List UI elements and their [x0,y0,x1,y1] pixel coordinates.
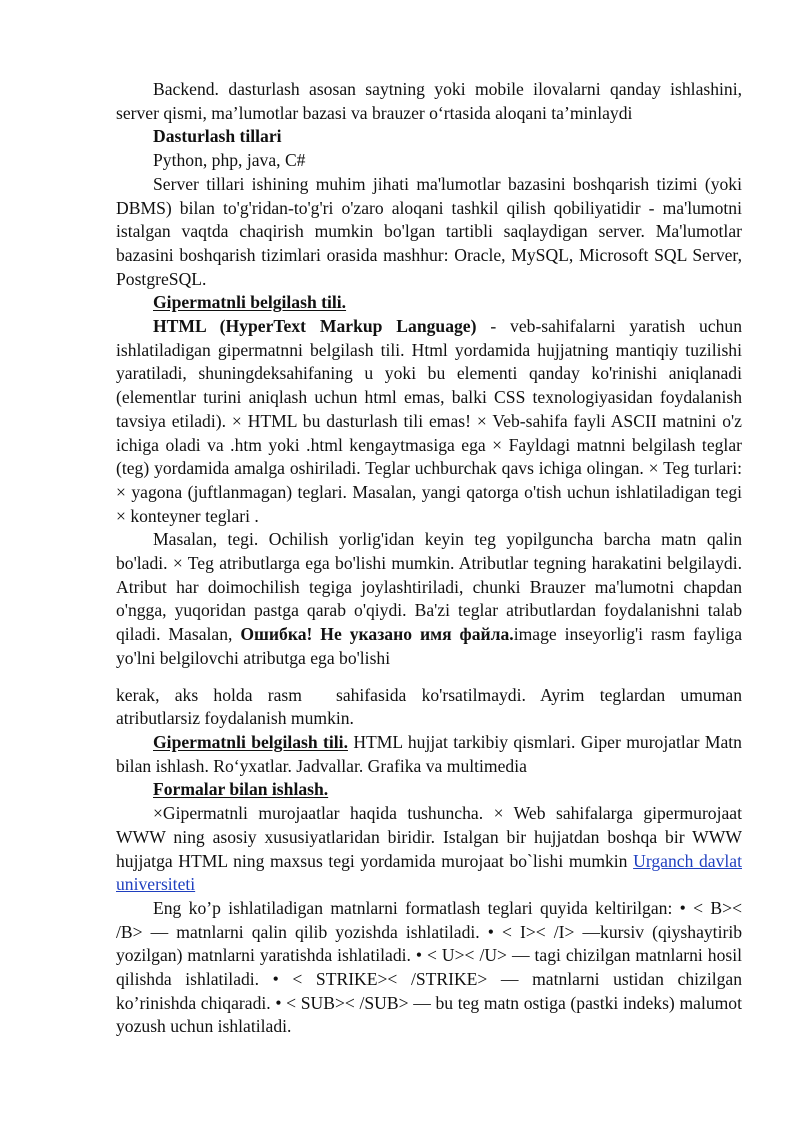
paragraph-formatting-tags: Eng ko’p ishlatiladigan matnlarni formatlash teglari quyida keltirilgan: • < B>< /B> — matnlarni qalin qilib yozishda ishlatiladi. • < I>< /I> —kursiv (qiyshaytirib yozilgan) matnlarni yaratishda ishlatiladi. • < U>< /U> — tagi chizilgan matnlarni hosil qilishda ishlatiladi. • < STRIKE>< /STRIKE> — matnlarni ustidan chizilgan ko’rinishda chiqaradi. • < SUB>< /SUB> — bu teg matn ostiga (pastki indeks) malumot yozush uchun ishlatiladi. [116,897,742,1037]
paragraph-backend: Backend. dasturlash asosan saytning yoki mobile ilovalarni qanday ishlashini, server qismi, ma’lumotlar bazasi va brauzer o‘rtasida aloqani ta’minlaydi [116,79,742,123]
components-text: HTML hujjat tarkibiy qismlari. Giper murojatlar Matn bilan ishlash. Ro‘yxatlar. Jadvallar. Grafika va multimedia [116,731,742,776]
university-link[interactable]: Urganch davlat universiteti [116,850,742,895]
heading-text: Dasturlash tillari [153,126,282,147]
heading-text: Formalar bilan ishlash. [153,779,329,800]
attributes-text: Masalan, tegi. Ochilish yorlig'idan keyin teg yopilguncha barcha matn qalin bo'ladi. × Teg atributlarga ega bo'lishi mumkin. Atributlar tegning harakatini belgilaydi. Atribut har doimochilish tegiga joylashtiriladi, chunki Brauzer ma'lumotni chapdan o'ngga, yuqoridan pastga qarab o'qiydi. Ba'zi teglar atributlardan foydalanishni talab qiladi. Masalan, [116,529,742,645]
html-definition-text: - veb-sahifalarni yaratish uchun ishlatiladigan gipermatnni belgilash tili. Html yordamida hujjatning mantiqiy tuzilishi yaratiladi, shuningdeksahifaning u yoki bu elementi qanday ko'rinishi aniqlanadi (elementlar turini aniqlash uchun html emas, balki CSS texnologiyasidan foydalanish tavsiya etiladi). × HTML bu dasturlash tili emas! × Veb-sahifa fayli ASCII matnini o'z ichiga oladi va .htm yoki .html kengaytmasiga ega × Fayldagi matnni belgilash teglar (teg) yordamida amalga oshiriladi. Teglar uchburchak qavs ichiga olingan. × Teg turlari: × yagona (juftlanmagan) teglari. Masalan, yangi qatorga o'tish uchun ishlatiladigan tegi × konteyner teglari . [116,316,742,526]
hyperlinks-text: ×Gipermatnli murojaatlar haqida tushuncha. × Web sahifalarga gipermurojaat WWW ning asosiy xususiyatlaridan biridir. Istalgan bir hujjatdan boshqa bir WWW hujjatga HTML ning maxsus tegi yordamida murojaat bo`lishi mumkin [116,803,742,871]
paragraph-hyperlinks [116,802,742,897]
continuation-text-b: sahifasida ko'rsatilmaydi. Ayrim teglardan umuman atributlarsiz foydalanish mumkin. [116,684,743,729]
paragraph-html-components [116,731,742,778]
paragraph-language-list: Python, php, java, C# [153,150,306,171]
paragraph-server-languages: Server tillari ishining muhim jihati ma'lumotlar bazasini boshqarish tizimi (yoki DBMS) bilan to'g'ridan-to'g'ri o'zaro aloqani tashkil qilish qobiliyatidir - ma'lumotni istalgan vaqtda chaqirish mumkin bo'lgan tartibli saqlaydigan server. Ma'lumotlar bazasini boshqarish tizimlari orasida mashhur: Oracle, MySQL, Microsoft SQL Server, PostgreSQL. [116,173,742,289]
document-body [116,78,742,1039]
continuation-text-a: kerak, aks holda rasm [116,684,302,705]
heading-text: Gipermatnli belgilash tili. [153,731,348,752]
paragraph-continuation [116,684,742,731]
heading-hypertext-markup [116,291,742,315]
heading-forms [116,778,742,802]
error-field-text: Ошибка! Не указано имя файла. [240,624,514,645]
attributes-text-end: image inseyorlig'i rasm fayliga yo'lni belgilovchi atributga ega bo'lishi [116,624,743,668]
paragraph-tag-attributes [116,528,742,670]
paragraph-html-definition [116,315,742,528]
heading-text: Gipermatnli belgilash tili. [153,292,347,313]
html-term: HTML (HyperText Markup Language) [153,316,477,337]
heading-programming-languages [116,125,742,149]
